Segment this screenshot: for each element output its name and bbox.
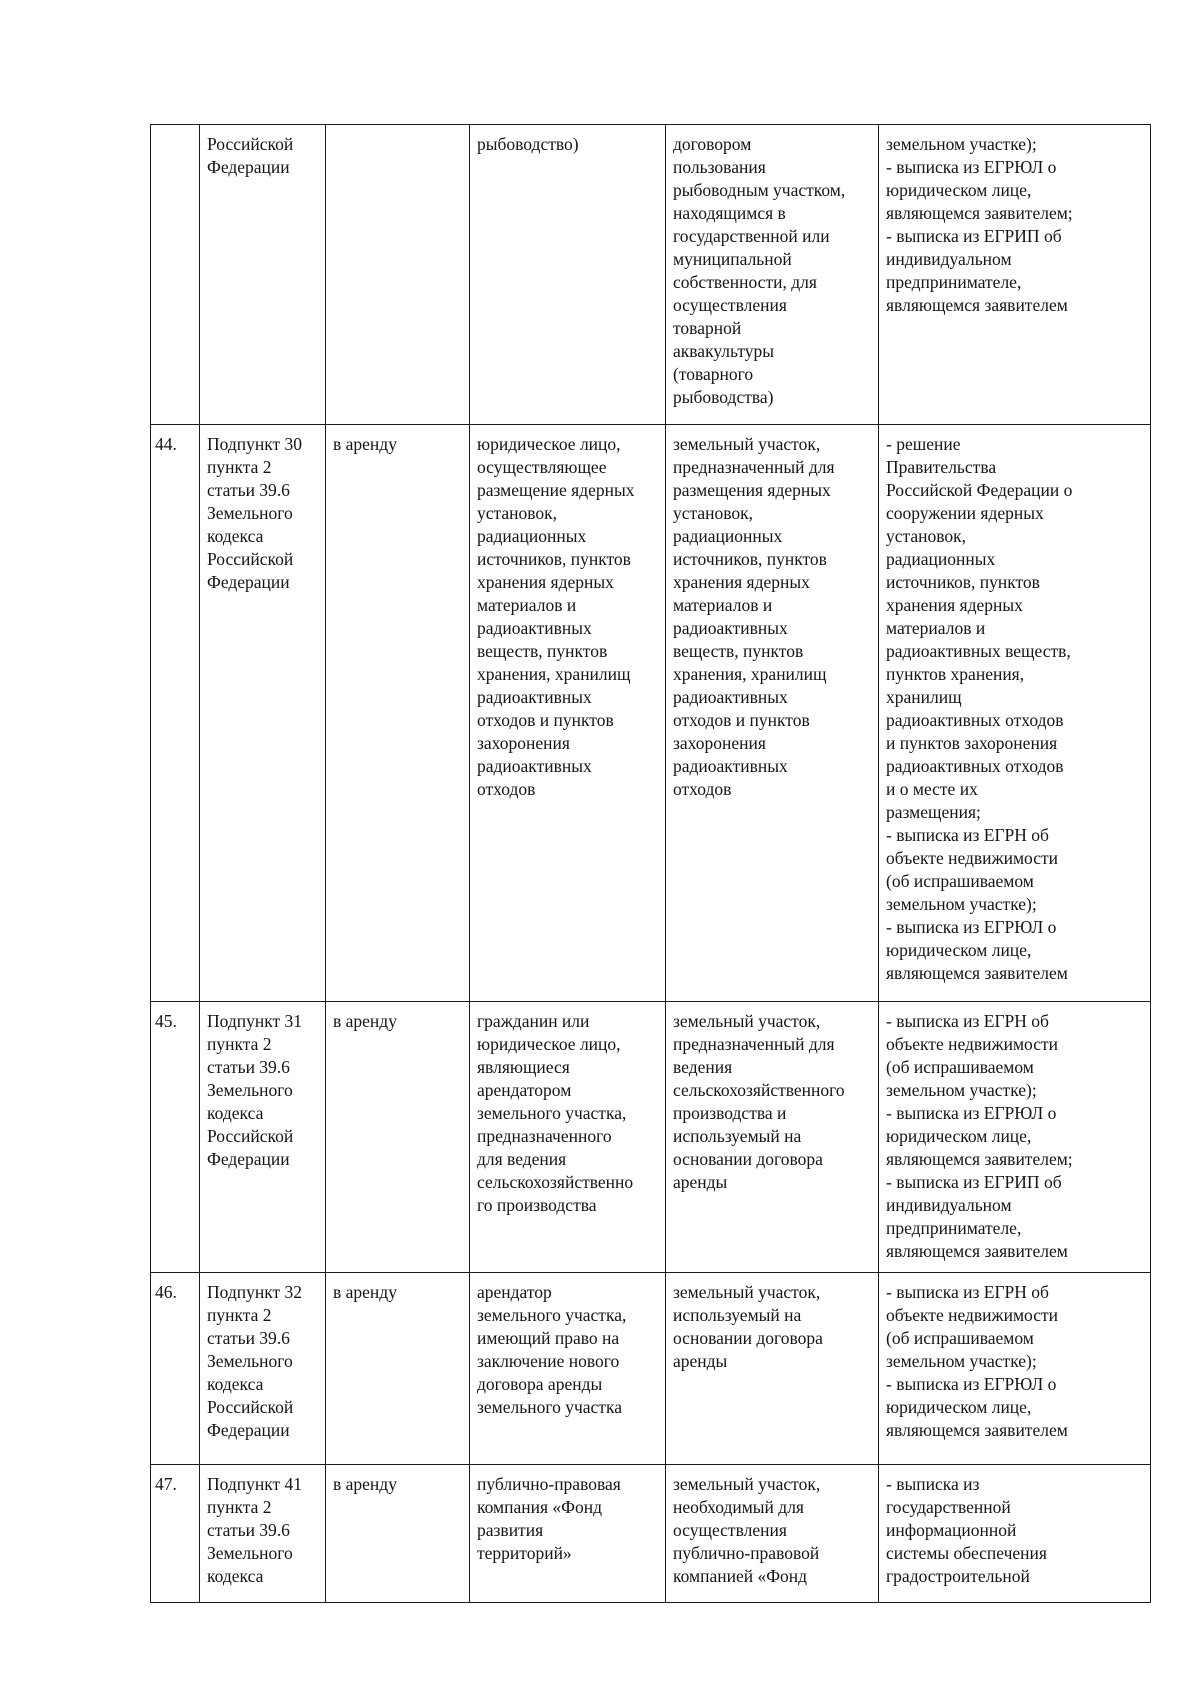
table-row — [151, 125, 1151, 425]
table-row — [151, 1465, 1151, 1603]
applicant-cell: гражданин или юридическое лицо, являющиеся арендатором земельного участка, предназначенного для ведения сельскохозяйственно го производства — [470, 1002, 666, 1273]
applicant-cell: публично-правовая компания «Фонд развития территорий» — [470, 1465, 666, 1603]
table-row — [151, 1273, 1151, 1465]
row-number: 46. — [151, 1273, 200, 1465]
row-number: 47. — [151, 1465, 200, 1603]
legal-basis-cell: Российской Федерации — [200, 125, 326, 425]
legal-basis-cell: Подпункт 32 пункта 2 статьи 39.6 Земельного кодекса Российской Федерации — [200, 1273, 326, 1465]
row-number: 44. — [151, 425, 200, 1002]
applicant-cell: юридическое лицо, осуществляющее размещение ядерных установок, радиационных источников, пунктов хранения ядерных материалов и радиоактивных веществ, пунктов хранения, хранилищ радиоактивных отходов и пунктов захоронения радиоактивных отходов — [470, 425, 666, 1002]
required-documents-cell: - выписка из государственной информационной системы обеспечения градостроительной — [879, 1465, 1151, 1603]
land-parcel-cell: договором пользования рыбоводным участком, находящимся в государственной или муниципальной собственности, для осуществления товарной аквакультуры (товарного рыбоводства) — [666, 125, 879, 425]
provision-type-cell: в аренду — [326, 1465, 470, 1603]
required-documents-cell: - решение Правительства Российской Федерации о сооружении ядерных установок, радиационных источников, пунктов хранения ядерных материалов и радиоактивных веществ, пунктов хранения, хранилищ радиоактивных отходов и пунктов захоронения радиоактивных отходов и о месте их размещения; - выписка из ЕГРН об объекте недвижимости (об испрашиваемом земельном участке); - выписка из ЕГРЮЛ о юридическом лице, являющемся заявителем — [879, 425, 1151, 1002]
row-number: 45. — [151, 1002, 200, 1273]
land-parcel-cell: земельный участок, предназначенный для размещения ядерных установок, радиационных источников, пунктов хранения ядерных материалов и радиоактивных веществ, пунктов хранения, хранилищ радиоактивных отходов и пунктов захоронения радиоактивных отходов — [666, 425, 879, 1002]
provision-type-cell — [326, 125, 470, 425]
applicant-cell: арендатор земельного участка, имеющий право на заключение нового договора аренды земельного участка — [470, 1273, 666, 1465]
required-documents-cell: земельном участке); - выписка из ЕГРЮЛ о юридическом лице, являющемся заявителем; - выписка из ЕГРИП об индивидуальном предпринимателе, являющемся заявителем — [879, 125, 1151, 425]
provision-type-cell: в аренду — [326, 425, 470, 1002]
applicant-cell: рыбоводство) — [470, 125, 666, 425]
table-row — [151, 1002, 1151, 1273]
provision-type-cell: в аренду — [326, 1002, 470, 1273]
legal-basis-cell: Подпункт 41 пункта 2 статьи 39.6 Земельного кодекса — [200, 1465, 326, 1603]
legal-basis-cell: Подпункт 30 пункта 2 статьи 39.6 Земельного кодекса Российской Федерации — [200, 425, 326, 1002]
land-parcel-cell: земельный участок, необходимый для осуществления публично-правовой компанией «Фонд — [666, 1465, 879, 1603]
required-documents-cell: - выписка из ЕГРН об объекте недвижимости (об испрашиваемом земельном участке); - выписка из ЕГРЮЛ о юридическом лице, являющемся заявителем; - выписка из ЕГРИП об индивидуальном предпринимателе, являющемся заявителем — [879, 1002, 1151, 1273]
legal-basis-cell: Подпункт 31 пункта 2 статьи 39.6 Земельного кодекса Российской Федерации — [200, 1002, 326, 1273]
required-documents-cell: - выписка из ЕГРН об объекте недвижимости (об испрашиваемом земельном участке); - выписка из ЕГРЮЛ о юридическом лице, являющемся заявителем — [879, 1273, 1151, 1465]
table-row — [151, 425, 1151, 1002]
land-parcel-cell: земельный участок, предназначенный для ведения сельскохозяйственного производства и используемый на основании договора аренды — [666, 1002, 879, 1273]
provision-type-cell: в аренду — [326, 1273, 470, 1465]
land-parcel-cell: земельный участок, используемый на основании договора аренды — [666, 1273, 879, 1465]
row-number — [151, 125, 200, 425]
land-documents-table — [150, 124, 1151, 1603]
